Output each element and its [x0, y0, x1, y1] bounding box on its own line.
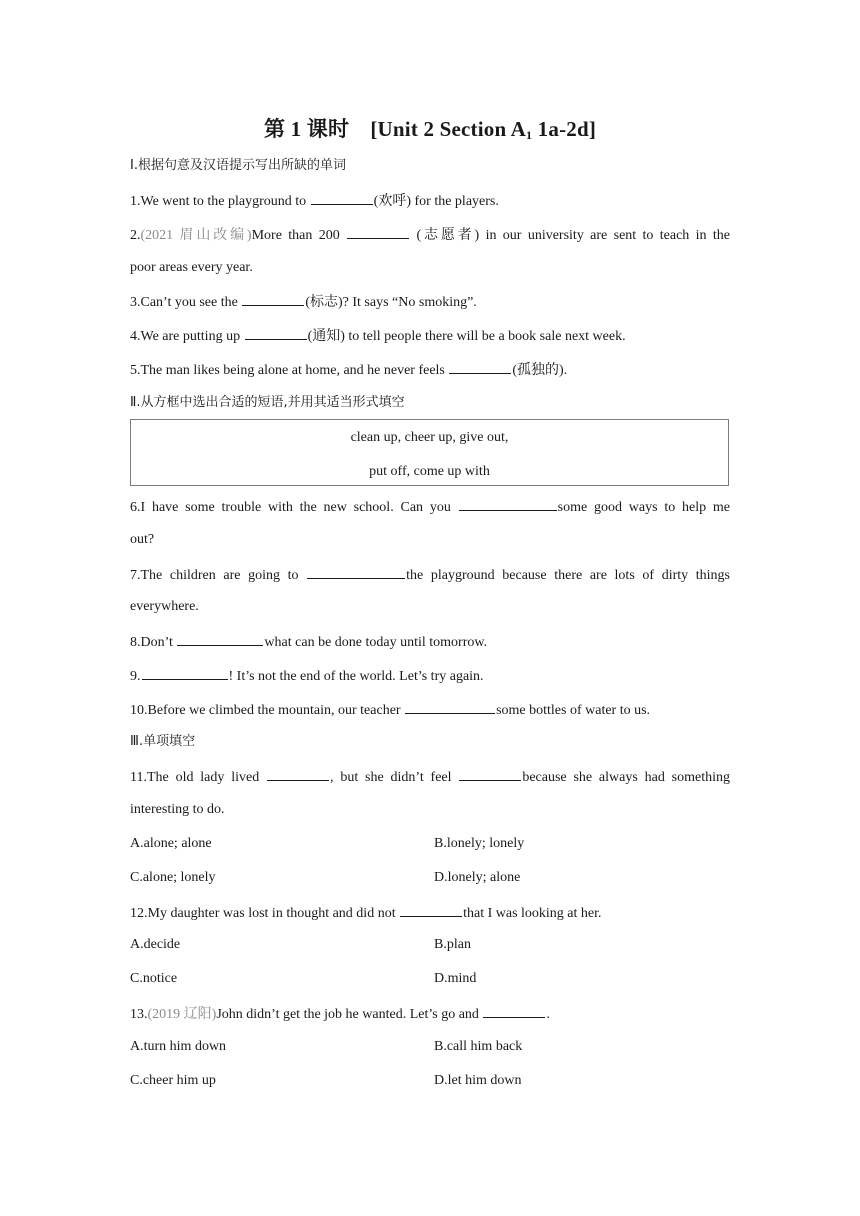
option-c[interactable]: C.alone; lonely — [130, 870, 216, 885]
phrase-box-line-2: put off, come up with — [369, 464, 490, 479]
answer-blank[interactable] — [483, 1003, 545, 1018]
answer-blank[interactable] — [177, 631, 263, 646]
section-1-heading: Ⅰ.根据句意及汉语提示写出所缺的单词 — [130, 158, 346, 173]
section-3-heading: Ⅲ.单项填空 — [130, 734, 196, 749]
answer-blank[interactable] — [459, 766, 521, 781]
question-1: 1.We went to the playground to (欢呼) for the players. — [130, 190, 730, 212]
title-tail: 1a-2d] — [532, 117, 597, 141]
option-a[interactable]: A.decide — [130, 937, 181, 952]
question-4: 4.We are putting up (通知) to tell people there will be a book sale next week. — [130, 325, 730, 347]
option-c[interactable]: C.cheer him up — [130, 1073, 216, 1088]
question-11: 11.The old lady lived , but she didn’t feel because she always had something — [130, 766, 730, 788]
question-7: 7.The children are going to the playground because there are lots of dirty things — [130, 564, 730, 586]
question-6: 6.I have some trouble with the new school. Can you some good ways to help me — [130, 496, 730, 518]
question-8: 8.Don’t what can be done today until tomorrow. — [130, 631, 730, 653]
phrase-box-line-1: clean up, cheer up, give out, — [350, 430, 509, 445]
question-source: (2019 辽阳) — [147, 1007, 217, 1022]
question-11-continued: interesting to do. — [130, 802, 225, 817]
question-2-continued: poor areas every year. — [130, 260, 253, 275]
option-d[interactable]: D.let him down — [434, 1073, 522, 1088]
answer-blank[interactable] — [142, 665, 228, 680]
question-5: 5.The man likes being alone at home, and he never feels (孤独的). — [130, 359, 730, 381]
option-d[interactable]: D.lonely; alone — [434, 870, 521, 885]
question-7-continued: everywhere. — [130, 599, 199, 614]
option-a[interactable]: A.turn him down — [130, 1039, 227, 1054]
answer-blank[interactable] — [449, 359, 511, 374]
option-a[interactable]: A.alone; alone — [130, 836, 212, 851]
answer-blank[interactable] — [459, 496, 557, 511]
question-source: (2021 眉山改编) — [140, 228, 252, 243]
question-10: 10.Before we climbed the mountain, our teacher some bottles of water to us. — [130, 699, 730, 721]
answer-blank[interactable] — [400, 902, 462, 917]
option-b[interactable]: B.plan — [434, 937, 471, 952]
question-3: 3.Can’t you see the (标志)? It says “No smoking”. — [130, 291, 730, 313]
answer-blank[interactable] — [245, 325, 307, 340]
question-6-continued: out? — [130, 532, 155, 547]
question-13: 13.(2019 辽阳)John didn’t get the job he wanted. Let’s go and . — [130, 1003, 730, 1025]
question-12: 12.My daughter was lost in thought and did not that I was looking at her. — [130, 902, 730, 924]
option-c[interactable]: C.notice — [130, 971, 178, 986]
question-2: 2.(2021 眉山改编)More than 200 (志愿者) in our university are sent to teach in the — [130, 224, 730, 246]
question-9: 9. ! It’s not the end of the world. Let’s try again. — [130, 665, 730, 687]
answer-blank[interactable] — [307, 564, 405, 579]
section-2-heading: Ⅱ.从方框中选出合适的短语,并用其适当形式填空 — [130, 395, 405, 410]
answer-blank[interactable] — [311, 190, 373, 205]
answer-blank[interactable] — [242, 291, 304, 306]
answer-blank[interactable] — [267, 766, 329, 781]
page-title — [0, 113, 860, 143]
phrase-box — [130, 419, 729, 486]
option-d[interactable]: D.mind — [434, 971, 477, 986]
title-main: 第 1 课时 [Unit 2 Section A — [263, 117, 527, 141]
title-subscript: 1 — [526, 128, 533, 142]
option-b[interactable]: B.call him back — [434, 1039, 523, 1054]
option-b[interactable]: B.lonely; lonely — [434, 836, 525, 851]
answer-blank[interactable] — [405, 699, 495, 714]
answer-blank[interactable] — [347, 224, 409, 239]
